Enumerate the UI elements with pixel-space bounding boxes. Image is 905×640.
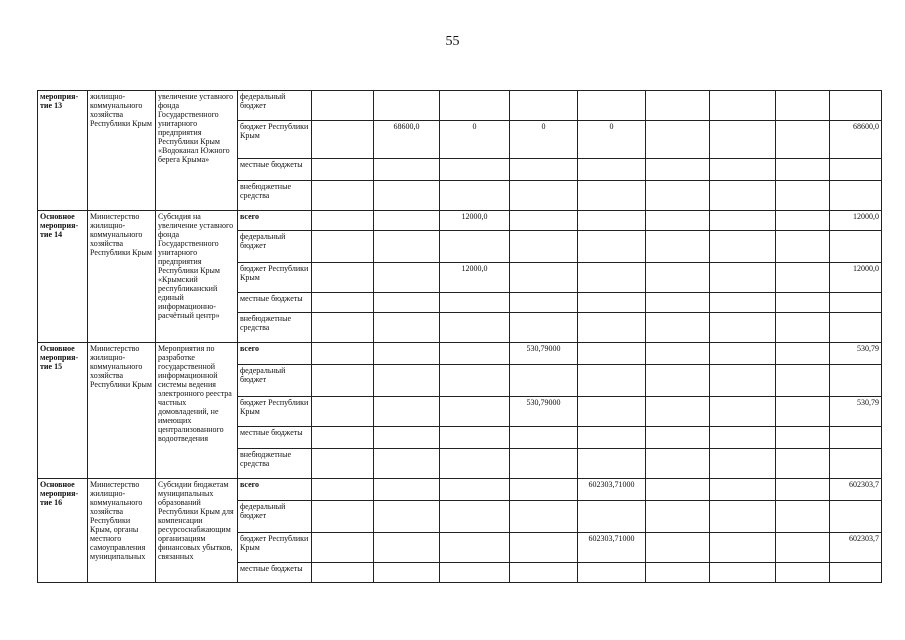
value-cell: [374, 181, 440, 211]
value-cell: [578, 159, 646, 181]
value-cell: [776, 231, 830, 263]
value-cell: [578, 91, 646, 121]
value-cell: [578, 263, 646, 293]
value-cell: [710, 427, 776, 449]
total-cell: 68600,0: [830, 121, 882, 159]
total-cell: [830, 293, 882, 313]
value-cell: [440, 231, 510, 263]
value-cell: [440, 427, 510, 449]
value-cell: 0: [578, 121, 646, 159]
value-cell: [710, 121, 776, 159]
value-cell: [776, 501, 830, 533]
value-cell: [374, 533, 440, 563]
value-cell: [374, 397, 440, 427]
value-cell: [710, 533, 776, 563]
value-cell: 12000,0: [440, 263, 510, 293]
value-cell: [374, 211, 440, 231]
value-cell: [776, 121, 830, 159]
event-category: Основное мероприя-тие 16: [38, 479, 88, 583]
value-cell: [646, 449, 710, 479]
value-cell: [646, 159, 710, 181]
total-cell: 602303,7: [830, 533, 882, 563]
value-cell: [440, 449, 510, 479]
total-cell: 602303,7: [830, 479, 882, 501]
value-cell: [510, 231, 578, 263]
value-cell: [776, 91, 830, 121]
funding-source: бюджет Республики Крым: [238, 533, 312, 563]
total-cell: [830, 159, 882, 181]
value-cell: [646, 533, 710, 563]
event-description: Субсидии бюджетам муниципальных образований Республики Крым для компенсации ресурсоснабжающим организациям финансовых убытков, связанных: [156, 479, 238, 583]
value-cell: [776, 293, 830, 313]
value-cell: [710, 181, 776, 211]
value-cell: [440, 293, 510, 313]
total-cell: [830, 563, 882, 583]
value-cell: [710, 313, 776, 343]
funding-source: местные бюджеты: [238, 427, 312, 449]
value-cell: [776, 313, 830, 343]
value-cell: [312, 501, 374, 533]
value-cell: [440, 343, 510, 365]
value-cell: [710, 563, 776, 583]
value-cell: [646, 293, 710, 313]
value-cell: [578, 501, 646, 533]
value-cell: [374, 365, 440, 397]
value-cell: [710, 263, 776, 293]
value-cell: [710, 211, 776, 231]
value-cell: 0: [510, 121, 578, 159]
value-cell: [578, 293, 646, 313]
value-cell: [312, 479, 374, 501]
total-cell: 12000,0: [830, 211, 882, 231]
value-cell: 602303,71000: [578, 479, 646, 501]
value-cell: [646, 181, 710, 211]
value-cell: [374, 159, 440, 181]
value-cell: [510, 533, 578, 563]
value-cell: [710, 91, 776, 121]
value-cell: [374, 449, 440, 479]
value-cell: [776, 343, 830, 365]
funding-source: внебюджетные средства: [238, 449, 312, 479]
value-cell: [776, 159, 830, 181]
value-cell: [710, 501, 776, 533]
value-cell: [510, 365, 578, 397]
value-cell: [510, 211, 578, 231]
value-cell: [374, 313, 440, 343]
value-cell: [312, 231, 374, 263]
value-cell: [312, 427, 374, 449]
value-cell: [374, 479, 440, 501]
total-cell: [830, 91, 882, 121]
funding-source: всего: [238, 343, 312, 365]
value-cell: [312, 533, 374, 563]
total-cell: [830, 181, 882, 211]
value-cell: [312, 159, 374, 181]
event-category: Основное мероприя-тие 15: [38, 343, 88, 479]
value-cell: [312, 563, 374, 583]
value-cell: [646, 563, 710, 583]
value-cell: [510, 479, 578, 501]
value-cell: [646, 231, 710, 263]
value-cell: [710, 365, 776, 397]
value-cell: [710, 479, 776, 501]
funding-source: бюджет Республики Крым: [238, 397, 312, 427]
value-cell: [578, 563, 646, 583]
table-row: [38, 211, 882, 231]
value-cell: [710, 159, 776, 181]
funding-source: местные бюджеты: [238, 159, 312, 181]
value-cell: [646, 211, 710, 231]
value-cell: [776, 533, 830, 563]
value-cell: [440, 397, 510, 427]
value-cell: 0: [440, 121, 510, 159]
value-cell: [312, 263, 374, 293]
value-cell: [510, 313, 578, 343]
value-cell: [510, 501, 578, 533]
value-cell: [646, 427, 710, 449]
value-cell: [312, 211, 374, 231]
funding-source: федеральный бюджет: [238, 501, 312, 533]
funding-source: местные бюджеты: [238, 563, 312, 583]
value-cell: [710, 343, 776, 365]
value-cell: [710, 231, 776, 263]
value-cell: [776, 449, 830, 479]
funding-source: внебюджетные средства: [238, 313, 312, 343]
value-cell: [510, 263, 578, 293]
total-cell: [830, 365, 882, 397]
value-cell: 68600,0: [374, 121, 440, 159]
funding-source: всего: [238, 211, 312, 231]
total-cell: [830, 313, 882, 343]
value-cell: [776, 563, 830, 583]
funding-source: местные бюджеты: [238, 293, 312, 313]
value-cell: [440, 533, 510, 563]
value-cell: [646, 397, 710, 427]
event-description: Мероприятия по разработке государственной информационной системы ведения электронного реестра частных домовладений, не имеющих централизованного водоотведения: [156, 343, 238, 479]
value-cell: [710, 293, 776, 313]
value-cell: [776, 479, 830, 501]
value-cell: [776, 397, 830, 427]
value-cell: 12000,0: [440, 211, 510, 231]
value-cell: [440, 563, 510, 583]
value-cell: [440, 91, 510, 121]
value-cell: [312, 343, 374, 365]
value-cell: [312, 91, 374, 121]
value-cell: [374, 343, 440, 365]
value-cell: [374, 231, 440, 263]
budget-table: [37, 90, 882, 583]
value-cell: [646, 343, 710, 365]
value-cell: [440, 159, 510, 181]
value-cell: [646, 121, 710, 159]
value-cell: [510, 91, 578, 121]
value-cell: [312, 293, 374, 313]
value-cell: [776, 263, 830, 293]
value-cell: [510, 181, 578, 211]
value-cell: [578, 427, 646, 449]
value-cell: [312, 397, 374, 427]
value-cell: [374, 263, 440, 293]
event-category: Основное мероприя-тие 14: [38, 211, 88, 343]
total-cell: [830, 427, 882, 449]
funding-source: бюджет Республики Крым: [238, 263, 312, 293]
value-cell: [646, 479, 710, 501]
value-cell: [578, 313, 646, 343]
value-cell: [440, 181, 510, 211]
value-cell: 530,79000: [510, 343, 578, 365]
value-cell: [510, 293, 578, 313]
value-cell: [312, 449, 374, 479]
value-cell: [374, 293, 440, 313]
funding-source: всего: [238, 479, 312, 501]
value-cell: [374, 501, 440, 533]
event-executor: Министерство жилищно-коммунального хозяйства Республики Крым, органы местного самоуправления муниципальных: [88, 479, 156, 583]
event-executor: Министерство жилищно-коммунального хозяйства Республики Крым: [88, 343, 156, 479]
value-cell: [646, 501, 710, 533]
value-cell: [646, 365, 710, 397]
value-cell: [374, 427, 440, 449]
value-cell: [776, 365, 830, 397]
event-description: Субсидия на увеличение уставного фонда Государственного унитарного предприятия Республики Крым «Крымский республиканский единый информационно-расчётный центр»: [156, 211, 238, 343]
event-category: мероприя-тие 13: [38, 91, 88, 211]
value-cell: [578, 181, 646, 211]
value-cell: [312, 365, 374, 397]
value-cell: [578, 397, 646, 427]
value-cell: [440, 501, 510, 533]
funding-source: внебюджетные средства: [238, 181, 312, 211]
value-cell: [312, 181, 374, 211]
table-row: [38, 479, 882, 501]
value-cell: [374, 91, 440, 121]
value-cell: [578, 231, 646, 263]
value-cell: [510, 159, 578, 181]
total-cell: 530,79: [830, 343, 882, 365]
total-cell: 530,79: [830, 397, 882, 427]
total-cell: [830, 449, 882, 479]
value-cell: [510, 427, 578, 449]
value-cell: [776, 181, 830, 211]
event-executor: жилищно-коммунального хозяйства Республики Крым: [88, 91, 156, 211]
value-cell: 530,79000: [510, 397, 578, 427]
value-cell: [440, 479, 510, 501]
value-cell: [646, 313, 710, 343]
value-cell: [578, 211, 646, 231]
total-cell: [830, 501, 882, 533]
funding-source: федеральный бюджет: [238, 365, 312, 397]
table-row: [38, 91, 882, 121]
total-cell: 12000,0: [830, 263, 882, 293]
value-cell: [510, 449, 578, 479]
value-cell: [578, 365, 646, 397]
value-cell: [440, 313, 510, 343]
page-number: 55: [445, 34, 460, 49]
value-cell: [312, 121, 374, 159]
event-executor: Министерство жилищно-коммунального хозяйства Республики Крым: [88, 211, 156, 343]
value-cell: [440, 365, 510, 397]
value-cell: [776, 427, 830, 449]
funding-source: федеральный бюджет: [238, 231, 312, 263]
funding-source: федеральный бюджет: [238, 91, 312, 121]
value-cell: [578, 449, 646, 479]
event-description: увеличение уставного фонда Государственного унитарного предприятия Республики Крым «Водоканал Южного берега Крыма»: [156, 91, 238, 211]
table-row: [38, 343, 882, 365]
value-cell: [374, 563, 440, 583]
value-cell: [510, 563, 578, 583]
value-cell: [312, 313, 374, 343]
value-cell: [710, 397, 776, 427]
value-cell: [776, 211, 830, 231]
funding-source: бюджет Республики Крым: [238, 121, 312, 159]
total-cell: [830, 231, 882, 263]
value-cell: [578, 343, 646, 365]
value-cell: 602303,71000: [578, 533, 646, 563]
value-cell: [710, 449, 776, 479]
value-cell: [646, 91, 710, 121]
value-cell: [646, 263, 710, 293]
